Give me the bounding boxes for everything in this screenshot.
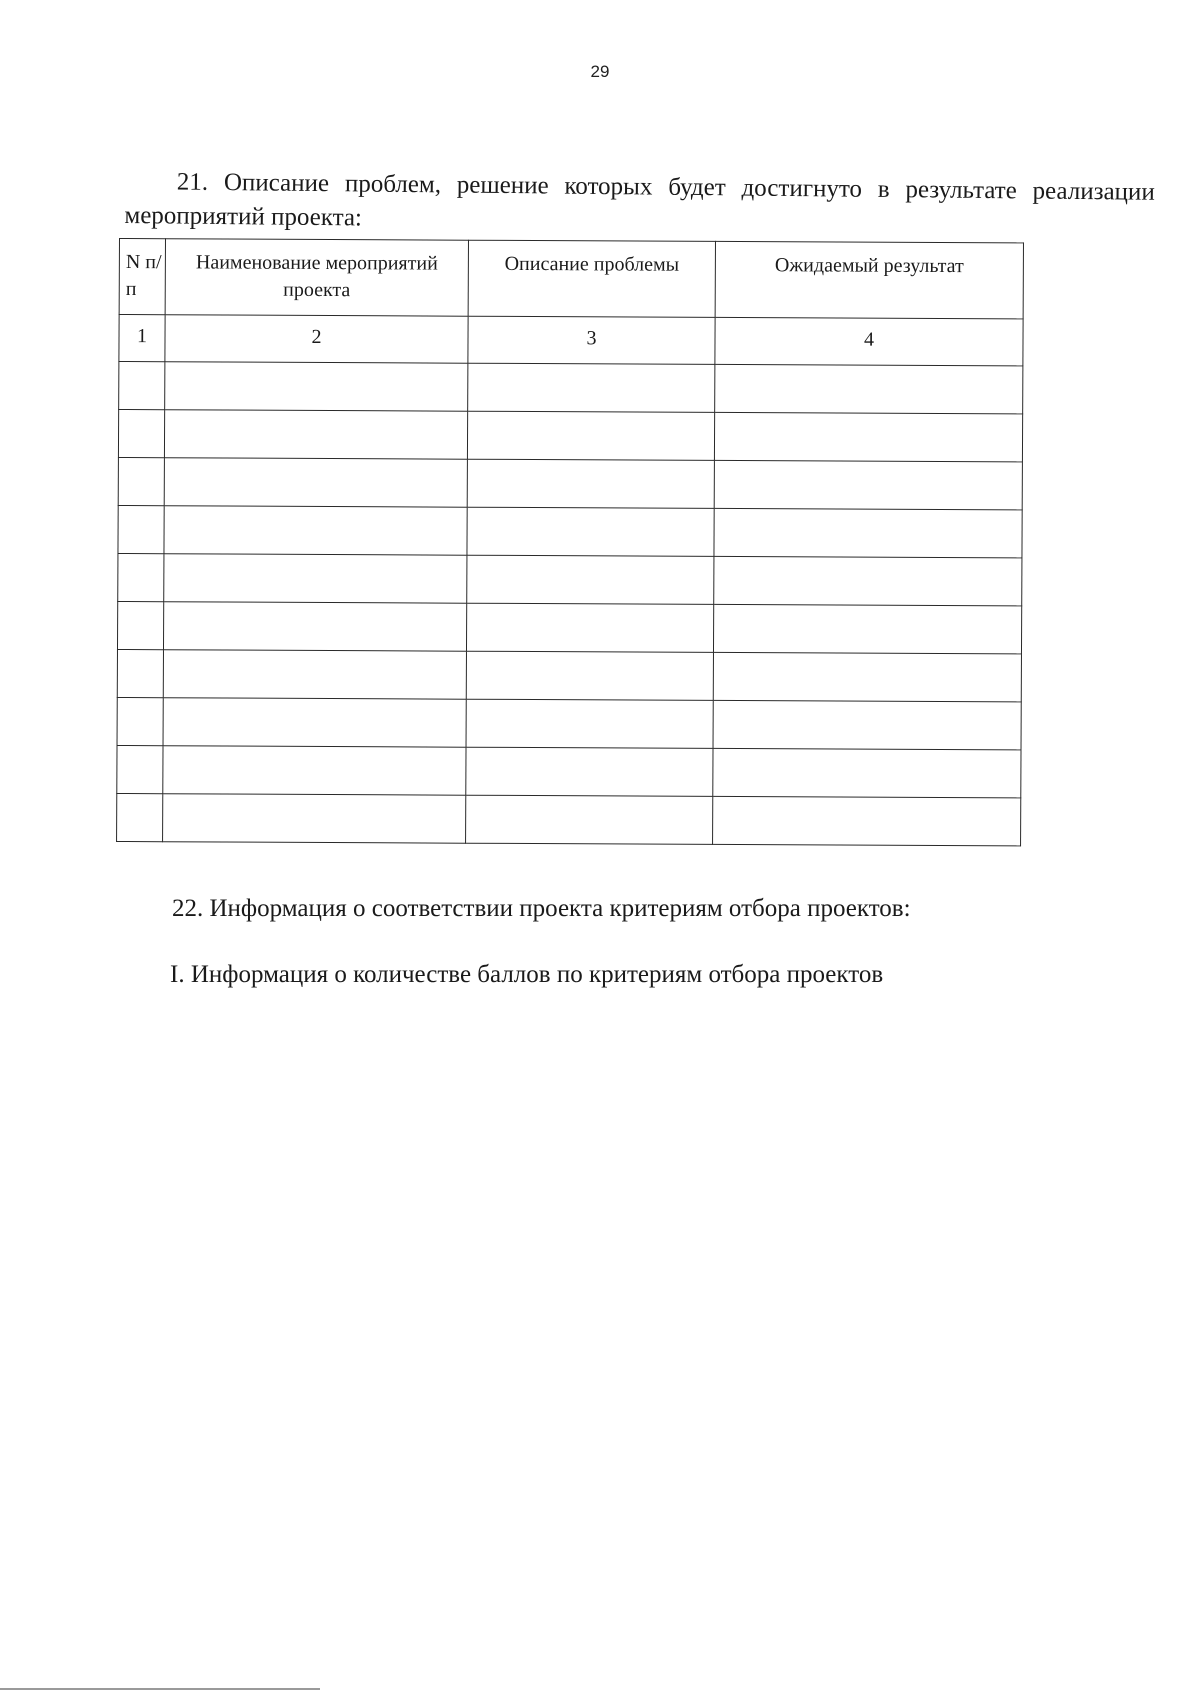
header-number: N п/п	[119, 239, 165, 315]
table-cell	[713, 652, 1021, 702]
header-activity-name: Наименование мероприятий проекта	[165, 239, 468, 316]
table-cell	[713, 700, 1021, 750]
table-cell	[117, 649, 163, 697]
table-cell	[163, 794, 466, 843]
table-cell	[117, 745, 163, 793]
table-cell	[467, 459, 714, 508]
table-cell	[468, 363, 715, 412]
table-cell	[164, 506, 467, 555]
table-cell	[713, 604, 1021, 654]
table-cell	[466, 795, 713, 844]
table-row	[117, 793, 1021, 845]
table-cell	[467, 507, 714, 556]
column-number-cell: 2	[165, 315, 468, 363]
table-cell	[119, 362, 165, 410]
table-cell	[118, 457, 164, 505]
table-cell	[713, 796, 1021, 846]
table-cell	[467, 411, 714, 460]
section-22-heading: 22. Информация о соответствии проекта критериям отбора проектов:	[172, 895, 911, 922]
table-cell	[164, 458, 467, 507]
table-cell	[165, 362, 468, 411]
table-header-row	[119, 239, 1023, 319]
section-21-paragraph: 21. Описание проблем, решение которых будет достигнуто в результате реализации мероприятий проекта:	[124, 168, 1155, 232]
table-row	[119, 362, 1023, 414]
table-row	[118, 505, 1022, 557]
table-row	[117, 649, 1021, 701]
table-cell	[164, 554, 467, 603]
table-cell	[117, 697, 163, 745]
table-cell	[714, 412, 1022, 462]
problems-table-container	[116, 238, 1023, 846]
table-cell	[163, 746, 466, 795]
table-cell	[714, 508, 1022, 558]
section-I-heading: I. Информация о количестве баллов по критериям отбора проектов	[170, 961, 884, 988]
table-cell	[714, 460, 1022, 510]
table-cell	[713, 748, 1021, 798]
table-row	[118, 410, 1022, 462]
table-cell	[117, 601, 163, 649]
table-row	[118, 553, 1022, 605]
table-row	[117, 697, 1021, 749]
table-cell	[163, 602, 466, 651]
table-cell	[714, 556, 1022, 606]
page-number: 29	[590, 62, 610, 81]
table-row	[117, 601, 1021, 653]
table-cell	[467, 555, 714, 604]
table-cell	[466, 603, 713, 652]
header-problem-description: Описание проблемы	[468, 240, 715, 317]
table-row	[118, 457, 1022, 509]
table-cell	[164, 410, 467, 459]
column-number-row	[119, 315, 1023, 366]
header-expected-result: Ожидаемый результат	[715, 241, 1023, 319]
table-cell	[466, 651, 713, 700]
table-cell	[466, 699, 713, 748]
table-cell	[466, 747, 713, 796]
problems-table	[116, 238, 1024, 846]
table-cell	[715, 364, 1023, 414]
column-number-cell: 1	[119, 315, 165, 362]
table-cell	[163, 650, 466, 699]
table-cell	[118, 410, 164, 458]
footer-divider	[0, 1688, 320, 1690]
column-number-cell: 4	[715, 317, 1023, 366]
table-cell	[117, 793, 163, 841]
table-row	[117, 745, 1021, 797]
table-cell	[163, 698, 466, 747]
column-number-cell: 3	[468, 316, 715, 364]
table-cell	[118, 553, 164, 601]
table-cell	[118, 505, 164, 553]
